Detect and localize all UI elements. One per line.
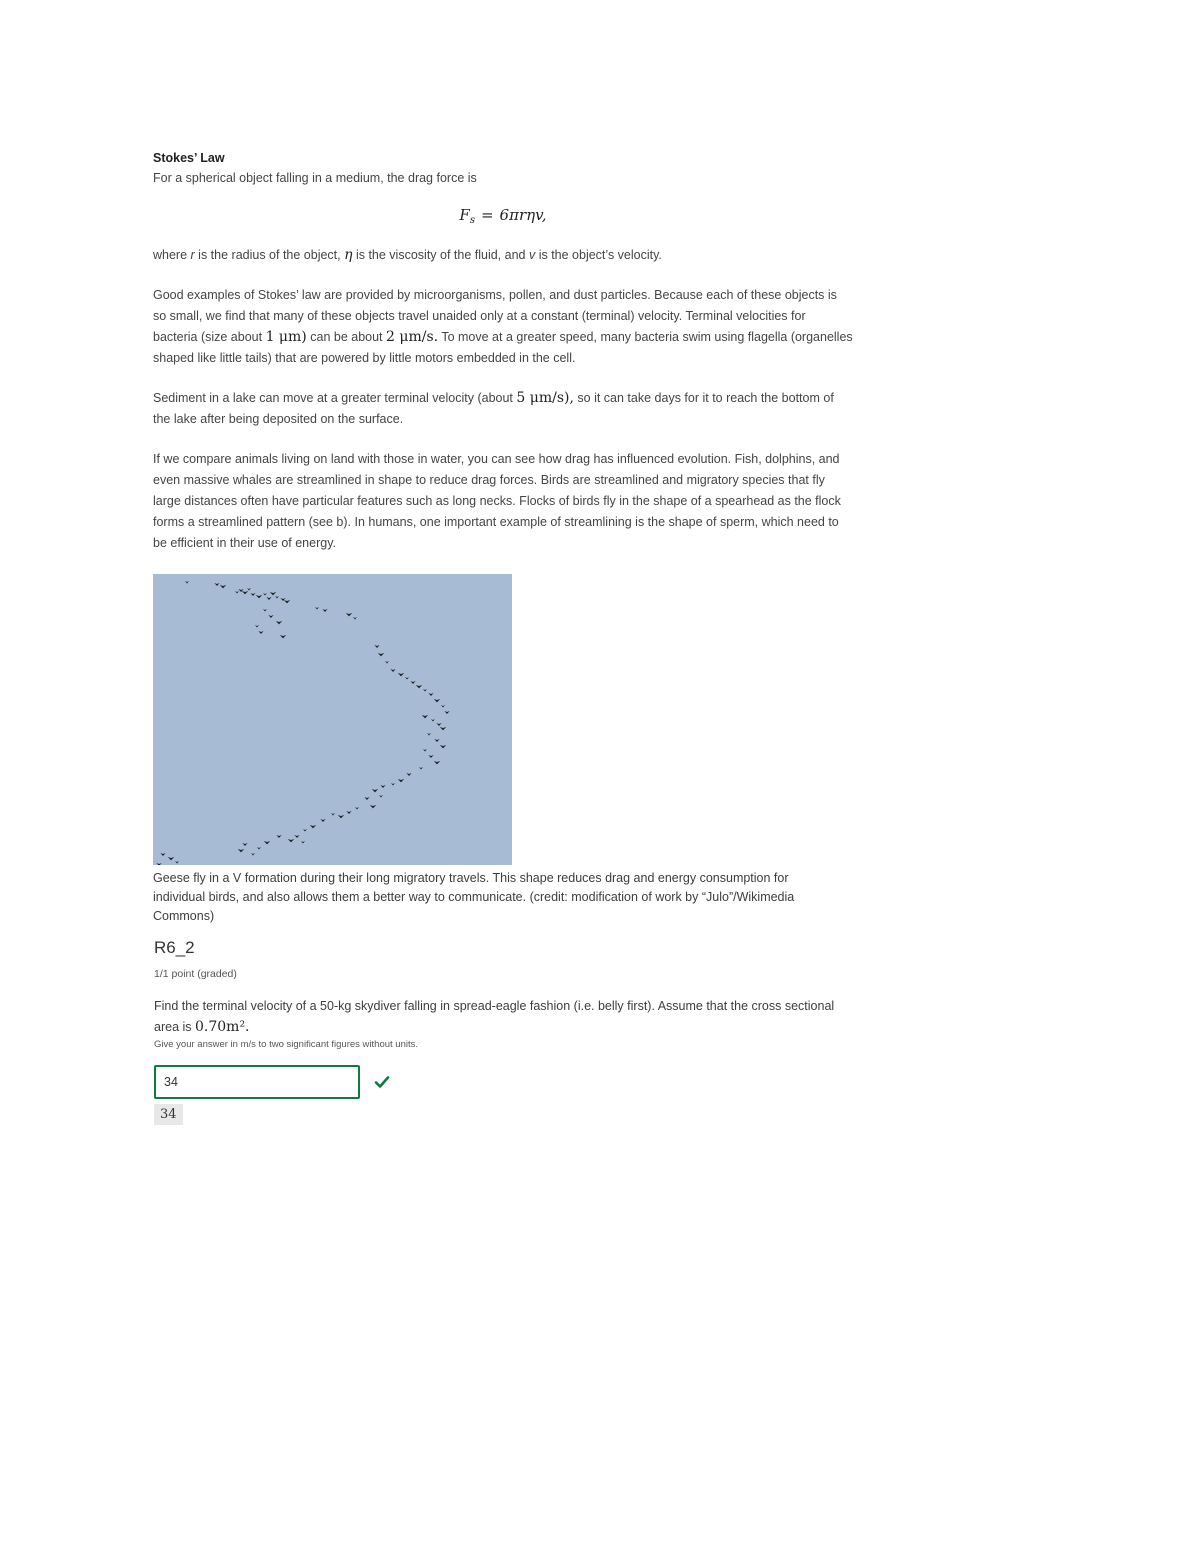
para2-part3: To move at a greater speed, many bacteria swim using flagella (organelles shaped like little tails) that are powered by little motors embedded in the cell.: [153, 330, 853, 365]
para3-part1: Sediment in a lake can move at a greater terminal velocity (about: [153, 391, 517, 405]
where-r: r: [190, 248, 195, 262]
where-part2: is the radius of the object,: [194, 248, 345, 262]
problem-title: R6_2: [154, 938, 195, 957]
microorganism-paragraph: [153, 285, 853, 369]
sediment-paragraph: [153, 388, 853, 430]
para2-part1: Good examples of Stokes’ law are provided by microorganisms, pollen, and dust particles. Because each of these objects is so small, we find that many of these objects travel unaided only at a constant (terminal) velocity. Terminal velocities for bacteria (size about: [153, 288, 837, 344]
eq-rhs: 6πrηv,: [499, 206, 547, 224]
geese-flock-image: [153, 574, 512, 865]
intro-text: For a spherical object falling in a medium, the drag force is: [153, 171, 477, 185]
para3-part2: so it can take days for it to reach the bottom of the lake after being deposited on the surface.: [153, 391, 834, 426]
stokes-equation: [153, 203, 853, 233]
para2-part2: can be about: [306, 330, 386, 344]
check-icon: [374, 1074, 390, 1090]
problem-question: [154, 996, 853, 1038]
section-heading: Stokes’ Law: [153, 151, 225, 165]
where-text: [153, 245, 853, 266]
eq-lhs: F: [459, 206, 470, 224]
evolution-paragraph: If we compare animals living on land with those in water, you can see how drag has influenced evolution. Fish, dolphins, and even massive whales are streamlined in shape to reduce drag forces. Birds are streamlined and migratory species that fly large distances often have particular features such as long necks. Flocks of birds fly in the shape of a spearhead as the flock forms a streamlined pattern (see b). In humans, one important example of streamlining is the shape of sperm, which need to be efficient in their use of energy.: [153, 452, 841, 550]
question-math: 0.70m².: [195, 1019, 250, 1035]
where-part4: is the object’s velocity.: [535, 248, 662, 262]
where-eta: η: [344, 247, 353, 263]
where-v: v: [528, 248, 536, 262]
where-part3: is the viscosity of the fluid, and: [352, 248, 529, 262]
eq-subscript: s: [469, 215, 475, 226]
figure-caption: Geese fly in a V formation during their long migratory travels. This shape reduces drag and energy consumption for individual birds, and also allows them a better way to communicate. (credit: modification of work by “Julo”/Wikimedia Commons): [153, 871, 795, 923]
course-content: [153, 148, 853, 1125]
answer-row: [154, 1065, 853, 1099]
para2-math1: 1 μm): [265, 329, 307, 345]
para3-math1: 5 μm/s),: [516, 390, 574, 406]
eq-operator: =: [480, 206, 494, 224]
answer-input[interactable]: [154, 1065, 360, 1099]
problem-points: 1/1 point (graded): [154, 968, 237, 980]
answer-preview: 34: [154, 1104, 183, 1125]
para2-math2: 2 μm/s.: [386, 329, 439, 345]
answer-hint: Give your answer in m/s to two significant figures without units.: [154, 1039, 419, 1050]
where-part1: where: [153, 248, 191, 262]
question-text: Find the terminal velocity of a 50-kg skydiver falling in spread-eagle fashion (i.e. belly first). Assume that the cross sectional area is: [154, 999, 835, 1034]
